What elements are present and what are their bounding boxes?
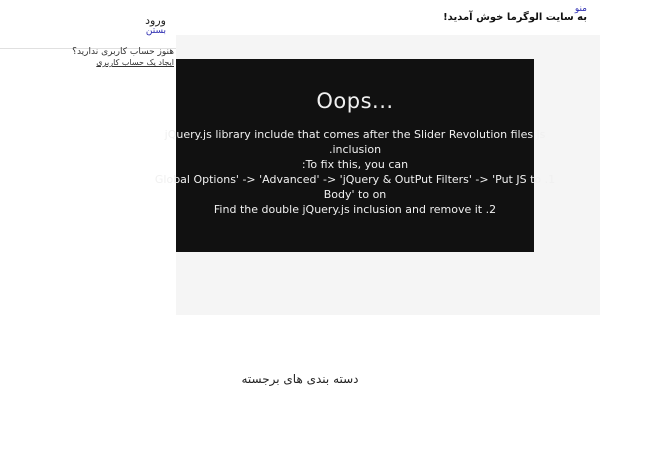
featured-categories-title: دسته بندی های برجسته — [241, 372, 359, 386]
login-title: ورود — [145, 14, 166, 27]
menu-link[interactable]: منو — [574, 4, 587, 14]
login-panel — [0, 0, 176, 49]
error-line: Global Options' -> 'Advanced' -> 'jQuery & OutPut Filters' -> 'Put JS to .1 — [154, 173, 556, 186]
no-account-text: هنوز حساب کاربری ندارید؟ — [72, 47, 174, 57]
error-heading: Oops... — [316, 89, 394, 113]
login-close-link[interactable]: بستن — [145, 26, 166, 36]
error-line: .inclusion — [328, 143, 382, 156]
error-line: Body' to on — [323, 188, 387, 201]
create-account-link[interactable]: ایجاد یک حساب کاربری — [96, 58, 174, 67]
slider-error-box — [154, 59, 556, 252]
error-line: :To fix this, you can — [301, 158, 409, 171]
error-line: Find the double jQuery.js inclusion and remove it .2 — [213, 203, 497, 216]
error-line: jQuery.js library include that comes after the Slider Revolution files js — [164, 128, 546, 141]
slider-error-content — [52, 59, 658, 217]
welcome-message: به سایت الوگرما خوش آمدید! — [443, 12, 587, 23]
